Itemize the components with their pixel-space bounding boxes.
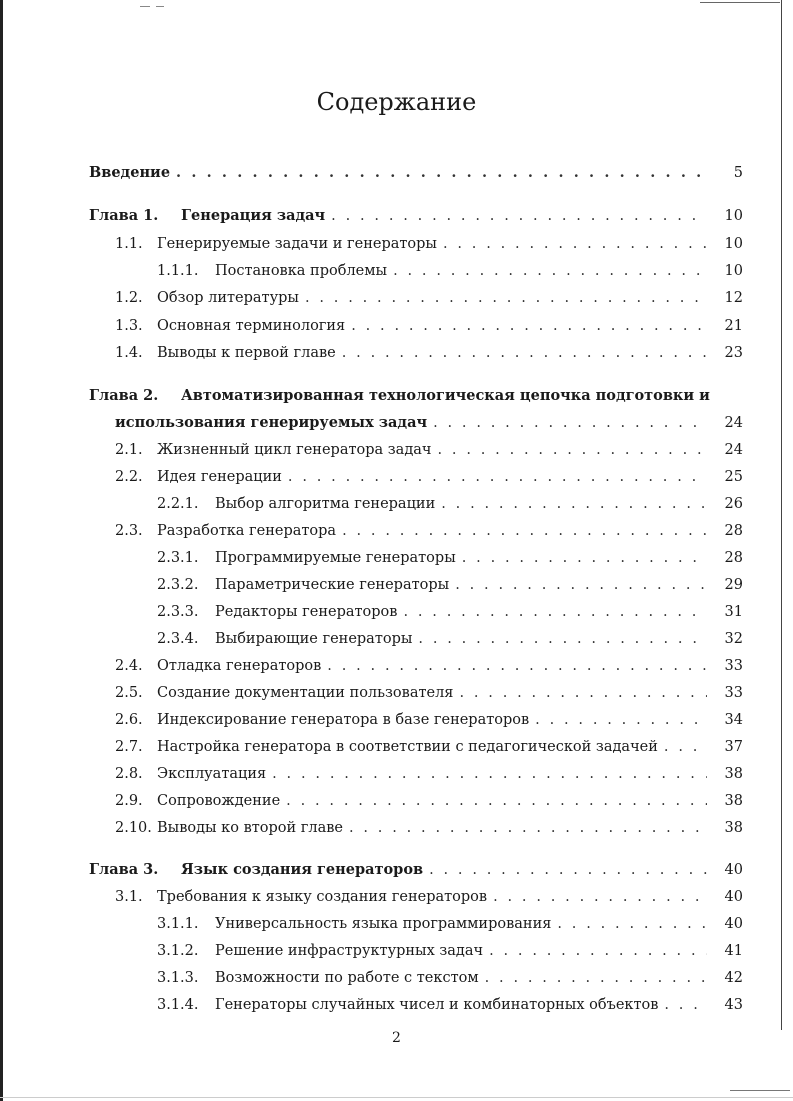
toc-entry-subsection[interactable] <box>157 493 743 515</box>
toc-number: 3.1.2. <box>157 943 199 959</box>
toc-label: Генерация задач <box>181 207 326 224</box>
leader-dots <box>485 967 707 989</box>
leader-dots <box>433 412 707 434</box>
leader-dots <box>418 628 707 650</box>
leader-dots <box>664 736 707 758</box>
toc-page: 21 <box>724 318 743 334</box>
leader-dots <box>305 287 707 309</box>
toc-number: 2.3.1. <box>157 550 199 566</box>
toc-label: Программируемые генераторы <box>215 550 456 566</box>
toc-label: Параметрические генераторы <box>215 577 450 593</box>
toc-entry-section[interactable] <box>115 817 743 839</box>
toc-number: 2.2. <box>115 469 143 485</box>
toc-page: 40 <box>724 862 743 878</box>
toc-page: 43 <box>724 997 743 1013</box>
toc-number: 2.1. <box>115 442 143 458</box>
toc-number: 1.2. <box>115 290 143 306</box>
toc-page: 38 <box>724 820 743 836</box>
toc-page: 24 <box>724 442 743 458</box>
toc-entry-chapter-3[interactable] <box>89 859 743 881</box>
toc-label: Выбирающие генераторы <box>215 631 413 647</box>
toc-label: использования генерируемых задач <box>115 414 428 431</box>
toc-page: 12 <box>724 290 743 306</box>
toc-page: 28 <box>724 550 743 566</box>
toc-number: 1.3. <box>115 318 143 334</box>
toc-number: 2.5. <box>115 685 143 701</box>
toc-number: 1.1. <box>115 236 143 252</box>
toc-number: 3.1.1. <box>157 916 199 932</box>
toc-label: Настройка генератора в соответствии с педагогической задачей <box>157 739 658 755</box>
toc-page: 24 <box>724 415 743 431</box>
toc-number: 3.1.4. <box>157 997 199 1013</box>
leader-dots <box>535 709 707 731</box>
toc-label: Индексирование генератора в базе генераторов <box>157 712 530 728</box>
toc-number: 3.1. <box>115 889 143 905</box>
toc-entry-subsection[interactable] <box>157 967 743 989</box>
leader-dots <box>437 439 707 461</box>
toc-number: 2.9. <box>115 793 143 809</box>
toc-label: Решение инфраструктурных задач <box>215 943 484 959</box>
toc-page: 10 <box>724 263 743 279</box>
toc-label: Генераторы случайных чисел и комбинаторных объектов <box>215 997 659 1013</box>
leader-dots <box>459 682 707 704</box>
toc-page: 5 <box>733 165 743 181</box>
toc-label: Язык создания генераторов <box>181 861 424 878</box>
toc-number: 1.4. <box>115 345 143 361</box>
scan-mark <box>700 2 780 3</box>
toc-entry-subsection[interactable] <box>157 994 743 1016</box>
leader-dots <box>429 859 707 881</box>
toc-entry-subsection[interactable] <box>157 547 743 569</box>
toc-page: 25 <box>724 469 743 485</box>
toc-page: 40 <box>724 916 743 932</box>
toc-page: 10 <box>724 208 743 224</box>
toc-entry-section[interactable] <box>115 736 743 758</box>
page-title: Содержание <box>316 88 477 116</box>
toc-page: 41 <box>724 943 743 959</box>
toc-entry-subsection[interactable] <box>157 913 743 935</box>
toc-entry-introduction[interactable] <box>89 162 743 184</box>
scan-edge-right <box>781 0 782 1030</box>
toc-number: 2.3.4. <box>157 631 199 647</box>
leader-dots <box>493 886 707 908</box>
toc-page: 31 <box>724 604 743 620</box>
toc-entry-section[interactable] <box>115 466 743 488</box>
toc-entry-section[interactable] <box>115 233 743 255</box>
scan-mark <box>0 1097 793 1098</box>
toc-label: Генерируемые задачи и генераторы <box>157 236 437 252</box>
leader-dots <box>664 994 707 1016</box>
leader-dots <box>176 162 707 184</box>
toc-entry-section[interactable] <box>115 342 743 364</box>
scan-mark <box>156 6 164 7</box>
toc-number: Глава 1. <box>89 207 159 224</box>
toc-entry-subsection[interactable] <box>157 628 743 650</box>
toc-number: 2.3. <box>115 523 143 539</box>
toc-page: 42 <box>724 970 743 986</box>
toc-entry-section[interactable] <box>115 439 743 461</box>
leader-dots <box>489 940 707 962</box>
leader-dots <box>349 817 707 839</box>
leader-dots <box>557 913 707 935</box>
leader-dots <box>462 547 707 569</box>
toc-page: 28 <box>724 523 743 539</box>
toc-number: 2.8. <box>115 766 143 782</box>
toc-page: 29 <box>724 577 743 593</box>
toc-label: Редакторы генераторов <box>215 604 398 620</box>
leader-dots <box>351 315 707 337</box>
toc-entry-chapter-1[interactable] <box>89 205 743 227</box>
toc-label: Введение <box>89 164 171 181</box>
page-number: 2 <box>392 1030 401 1046</box>
toc-number: Глава 2. <box>89 387 159 404</box>
toc-page: 40 <box>724 889 743 905</box>
toc-entry-section[interactable] <box>115 682 743 704</box>
toc-label: Эксплуатация <box>157 766 267 782</box>
toc-number: 3.1.3. <box>157 970 199 986</box>
scan-mark <box>730 1090 790 1091</box>
toc-label: Отладка генераторов <box>157 658 322 674</box>
toc-entry-chapter-2-line1[interactable] <box>89 385 743 407</box>
toc-page: 37 <box>724 739 743 755</box>
toc-page: 26 <box>724 496 743 512</box>
leader-dots <box>286 790 707 812</box>
toc-label: Требования к языку создания генераторов <box>157 889 488 905</box>
toc-number: Глава 3. <box>89 861 159 878</box>
toc-label: Автоматизированная технологическая цепочка подготовки и <box>181 387 710 404</box>
toc-label: Универсальность языка программирования <box>215 916 552 932</box>
leader-dots <box>288 466 707 488</box>
toc-label: Обзор литературы <box>157 290 299 306</box>
toc-page: 33 <box>724 658 743 674</box>
toc-label: Выводы ко второй главе <box>157 820 343 836</box>
leader-dots <box>331 205 707 227</box>
toc-label: Создание документации пользователя <box>157 685 454 701</box>
toc-entry-section[interactable] <box>115 886 743 908</box>
leader-dots <box>443 233 707 255</box>
toc-page: 23 <box>724 345 743 361</box>
scan-mark <box>140 6 150 7</box>
toc-label: Жизненный цикл генератора задач <box>157 442 432 458</box>
leader-dots <box>342 342 707 364</box>
toc-entry-subsection[interactable] <box>157 260 743 282</box>
toc-label: Постановка проблемы <box>215 263 388 279</box>
toc-page: 38 <box>724 766 743 782</box>
toc-entry-subsection[interactable] <box>157 601 743 623</box>
toc-number: 2.10. <box>115 820 152 836</box>
toc-label: Выводы к первой главе <box>157 345 336 361</box>
toc-entry-section[interactable] <box>115 287 743 309</box>
toc-entry-section[interactable] <box>115 763 743 785</box>
toc-number: 2.3.3. <box>157 604 199 620</box>
toc-entry-section[interactable] <box>115 315 743 337</box>
toc-page: 38 <box>724 793 743 809</box>
toc-page: 10 <box>724 236 743 252</box>
toc-number: 2.6. <box>115 712 143 728</box>
toc-label: Возможности по работе с текстом <box>215 970 479 986</box>
toc-page: 32 <box>724 631 743 647</box>
toc-number: 1.1.1. <box>157 263 199 279</box>
toc-label: Выбор алгоритма генерации <box>215 496 436 512</box>
leader-dots <box>393 260 707 282</box>
toc-entry-section[interactable] <box>115 790 743 812</box>
toc-entry-section[interactable] <box>115 655 743 677</box>
toc-label: Сопровождение <box>157 793 281 809</box>
leader-dots <box>272 763 707 785</box>
leader-dots <box>403 601 707 623</box>
toc-label: Основная терминология <box>157 318 346 334</box>
leader-dots <box>342 520 707 542</box>
toc-entry-section[interactable] <box>115 520 743 542</box>
toc-page: 33 <box>724 685 743 701</box>
leader-dots <box>441 493 707 515</box>
toc-label: Идея генерации <box>157 469 282 485</box>
toc-number: 2.7. <box>115 739 143 755</box>
toc-page: 34 <box>724 712 743 728</box>
leader-dots <box>327 655 707 677</box>
toc-entry-subsection[interactable] <box>157 940 743 962</box>
scan-edge-left <box>0 0 3 1101</box>
toc-entry-subsection[interactable] <box>157 574 743 596</box>
toc-entry-chapter-2[interactable] <box>115 412 743 434</box>
toc-number: 2.2.1. <box>157 496 199 512</box>
toc-entry-section[interactable] <box>115 709 743 731</box>
toc-number: 2.3.2. <box>157 577 199 593</box>
toc-label: Разработка генератора <box>157 523 337 539</box>
toc-number: 2.4. <box>115 658 143 674</box>
leader-dots <box>455 574 707 596</box>
